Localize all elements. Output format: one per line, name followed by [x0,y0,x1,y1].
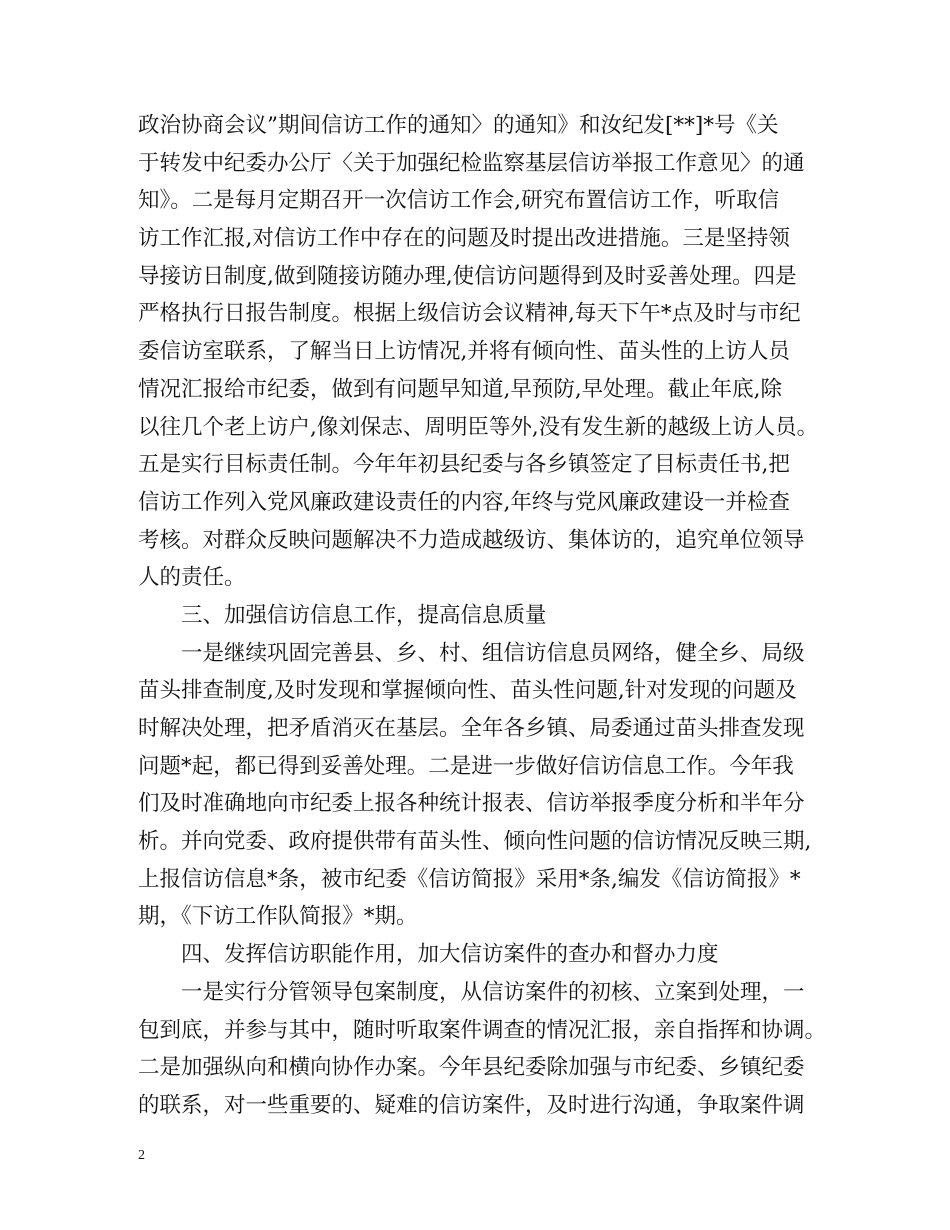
text-line: 时解决处理，把矛盾消灭在基层。全年各乡镇、局委通过苗头排查发现 [138,716,805,741]
text-line: 于转发中纪委办公厅〈关于加强纪检监察基层信访举报工作意见〉的通 [138,150,805,176]
text-line: 的联系，对一些重要的、疑难的信访案件，及时进行沟通，争取案件调 [138,1092,805,1118]
text-line: 们及时准确地向市纪委上报各种统计报表、信访举报季度分析和半年分 [138,791,805,817]
text-line: 问题*起，都已得到妥善处理。二是进一步做好信访信息工作。今年我 [138,753,794,779]
text-line: 政治协商会议”期间信访工作的通知〉的通知》和汝纪发[**]*号《关 [138,113,779,138]
text-line: 三、加强信访信息工作，提高信息质量 [181,602,547,628]
text-line: 五是实行目标责任制。今年年初县纪委与各乡镇签定了目标责任书,把 [138,452,790,478]
text-line: 信访工作列入党风廉政建设责任的内容,年终与党风廉政建设一并检查 [138,489,790,515]
text-line: 析。并向党委、政府提供带有苗头性、倾向性问题的信访情况反映三期, [138,829,812,855]
text-line: 以往几个老上访户,像刘保志、周明臣等外,没有发生新的越级上访人员。 [138,414,819,440]
text-line: 知》。二是每月定期召开一次信访工作会,研究布置信访工作，听取信 [138,188,780,214]
page-number: 2 [138,1148,145,1163]
text-line: 考核。对群众反映问题解决不力造成越级访、集体访的，追究单位领导 [138,527,805,553]
text-line: 期，《下访工作队简报》*期。 [138,904,418,930]
text-line: 二是加强纵向和横向协作办案。今年县纪委除加强与市纪委、乡镇纪委 [138,1055,805,1081]
text-line: 上报信访信息*条，被市纪委《信访简报》采用*条,编发《信访简报》* [138,866,801,892]
text-line: 一是继续巩固完善县、乡、村、组信访信息员网络，健全乡、局级 [181,640,805,666]
text-line: 包到底，并参与其中，随时听取案件调查的情况汇报，亲自指挥和协调。 [138,1017,827,1043]
text-line: 委信访室联系，了解当日上访情况,并将有倾向性、苗头性的上访人员 [138,339,790,365]
text-line: 人的责任。 [138,565,246,591]
text-line: 严格执行日报告制度。根据上级信访会议精神,每天下午*点及时与市纪 [138,301,801,327]
text-line: 情况汇报给市纪委，做到有问题早知道,早预防,早处理。截止年底,除 [138,376,783,402]
text-line: 访工作汇报,对信访工作中存在的问题及时提出改进措施。三是坚持领 [138,226,790,252]
text-line: 导接访日制度,做到随接访随办理,使信访问题得到及时妥善处理。四是 [138,263,797,289]
body-text [138,107,828,1125]
text-line: 四、发挥信访职能作用，加大信访案件的查办和督办力度 [181,942,719,968]
text-line: 一是实行分管领导包案制度，从信访案件的初核、立案到处理，一 [181,979,805,1005]
text-line: 苗头排查制度,及时发现和掌握倾向性、苗头性问题,针对发现的问题及 [138,678,797,704]
